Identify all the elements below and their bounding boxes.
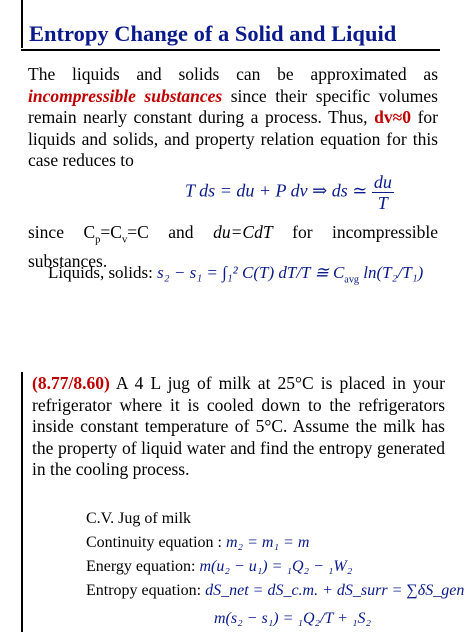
problem-reference: (8.77/8.60) xyxy=(32,373,110,393)
liquids-solids-avg: avg xyxy=(344,274,360,286)
relation-denominator: T xyxy=(377,193,388,213)
slide-title: Entropy Change of a Solid and Liquid xyxy=(29,21,397,46)
intro-text-2: since their specific volumes remain nearly constant during a process. Thus, xyxy=(28,85,438,127)
slide-2-left-rule xyxy=(21,372,23,632)
relation-equation xyxy=(185,172,394,213)
since-text-1: since C xyxy=(28,222,96,242)
intro-text-3: for liquids and solids, and property relation equation for this case reduces to xyxy=(28,107,438,170)
problem-statement xyxy=(32,373,445,481)
liquids-solids-tail: ln(T₂/T₁) xyxy=(359,263,424,282)
highlight-dv: dv≈0 xyxy=(374,107,411,127)
entropy-balance-formula: m(s₂ − s₁) = ₁Q₂/T + ₁S₂ xyxy=(214,610,372,627)
entropy-label: Entropy equation: xyxy=(86,582,206,599)
since-text-2: =C xyxy=(100,222,122,242)
control-volume: C.V. Jug of milk xyxy=(86,510,192,527)
relation-numerator: du xyxy=(373,172,392,192)
intro-text-1: The liquids and solids can be approximated as xyxy=(28,64,438,84)
liquids-solids-label: Liquids, solids: xyxy=(48,263,158,282)
liquids-solids-equation xyxy=(48,263,423,285)
title-divider xyxy=(21,49,440,51)
continuity-equation xyxy=(86,534,309,552)
highlight-incompressible: incompressible substances xyxy=(28,85,223,106)
since-sub-v: v xyxy=(121,234,128,246)
entropy-balance-equation xyxy=(214,610,371,628)
entropy-formula: dS_net = dS_c.m. + dS_surr = ∑δS_gen xyxy=(205,582,465,599)
since-text-4: for incompressible substances. xyxy=(28,222,439,271)
since-du: du=CdT xyxy=(213,222,273,242)
entropy-equation xyxy=(86,582,464,600)
relation-fraction xyxy=(372,172,394,213)
continuity-formula: m₂ = m₁ = m xyxy=(226,534,310,551)
energy-label: Energy equation: xyxy=(86,558,200,575)
energy-formula: m(u₂ − u₁) = ₁Q₂ − ₁W₂ xyxy=(199,558,353,575)
intro-paragraph xyxy=(28,64,438,172)
energy-equation xyxy=(86,558,352,576)
since-text-3: =C and xyxy=(127,222,214,242)
continuity-label: Continuity equation : xyxy=(86,534,226,551)
slide-left-rule xyxy=(21,0,23,48)
problem-text: A 4 L jug of milk at 25°C is placed in your refrigerator where it is cooled down to the refrigerators inside constant temperature of 5°C. Assume the milk has the property of liquid water and find the entropy generated in the cooling process. xyxy=(32,373,445,479)
relation-equation-left: T ds = du + P dv ⇒ ds ≃ xyxy=(185,180,368,201)
liquids-solids-body: s₂ − s₁ = ∫₁² C(T) dT/T ≅ C xyxy=(157,263,345,282)
since-sub-p: p xyxy=(95,234,101,246)
